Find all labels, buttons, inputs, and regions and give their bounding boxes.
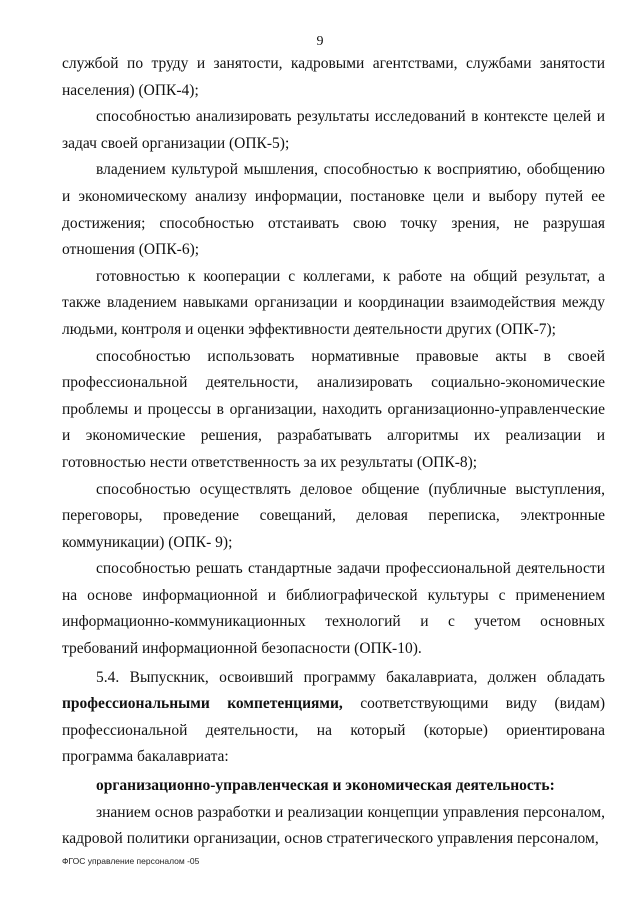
- footer-note: ФГОС управление персоналом -05: [62, 856, 200, 866]
- professional-competencies-term: профессиональными компетенциями,: [62, 695, 343, 713]
- paragraph-opk-8: способностью использовать нормативные правовые акты в своей профессиональной деятельности, анализировать социально-экономические проблемы и процессы в организации, находить организационно-управленческие и экономические решения, разрабатывать алгоритмы их реализации и готовностью нести ответственность за их результаты (ОПК-8);: [62, 347, 605, 471]
- paragraph-opk-4: службой по труду и занятости, кадровыми агентствами, службами занятости населения) (ОПК-4);: [62, 55, 605, 99]
- paragraph-opk-9: способностью осуществлять деловое общение (публичные выступления, переговоры, проведение совещаний, деловая переписка, электронные коммуникации) (ОПК- 9);: [62, 480, 605, 551]
- paragraph-5-4: [62, 665, 605, 771]
- paragraph-opk-6: владением культурой мышления, способностью к восприятию, обобщению и экономическому анализу информации, постановке цели и выбору путей ее достижения; способностью отстаивать свою точку зрения, не разрушая отношения (ОПК-6);: [62, 161, 605, 259]
- paragraph-opk-7: готовностью к кооперации с коллегами, к работе на общий результат, а также владением навыками организации и координации взаимодействия между людьми, контроля и оценки эффективности деятельности других (ОПК-7);: [62, 267, 605, 338]
- paragraph-5-4-lead: 5.4. Выпускник, освоивший программу бакалавриата, должен обладать: [96, 668, 605, 686]
- document-body: [62, 51, 605, 853]
- page-number: 9: [316, 34, 324, 49]
- section-heading: организационно-управленческая и экономическая деятельность:: [96, 777, 555, 795]
- paragraph-opk-5: способностью анализировать результаты исследований в контексте целей и задач своей организации (ОПК-5);: [62, 108, 605, 152]
- paragraph-hr-concept: знанием основ разработки и реализации концепции управления персоналом, кадровой политики организации, основ стратегического управления персоналом,: [62, 803, 605, 848]
- paragraph-5-4-tail: соответствующими виду (видам) профессиональной деятельности, на который (которые) ориентирована программа бакалавриата:: [62, 695, 605, 766]
- paragraph-opk-10: способностью решать стандартные задачи профессиональной деятельности на основе информационной и библиографической культуры с применением информационно-коммуникационных технологий и с учетом основных требований информационной безопасности (ОПК-10).: [62, 560, 605, 658]
